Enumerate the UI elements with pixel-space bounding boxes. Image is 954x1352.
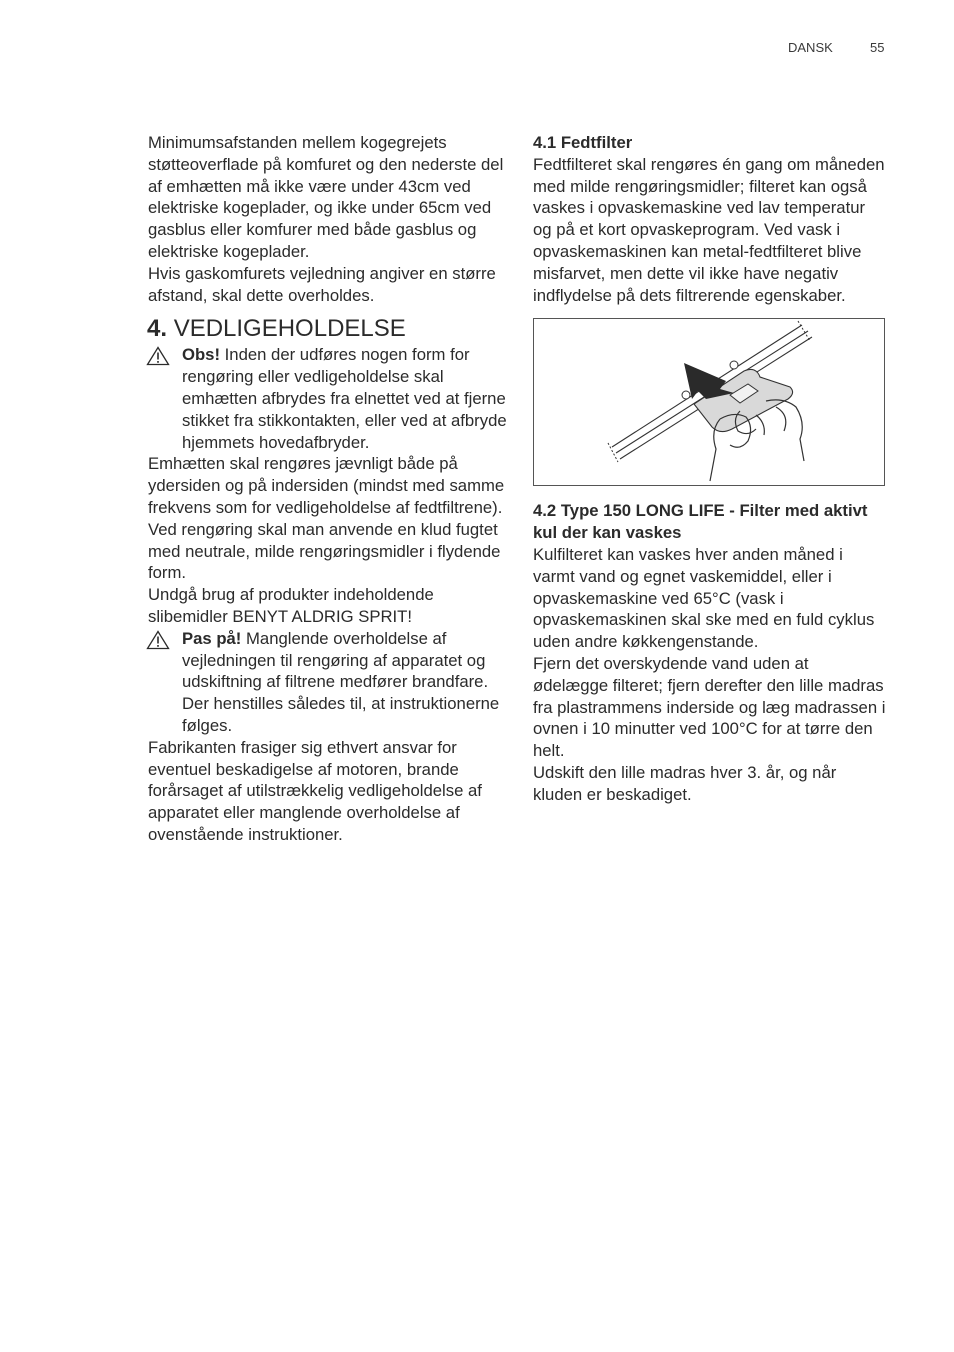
warning-text: Manglende overholdelse af vejledningen til rengøring af apparatet og udskiftning af filtrene medfører brandfare. Der henstilles således til, at instruktionerne følges.: [182, 628, 500, 735]
avoid-paragraph: Undgå brug af produkter indeholdende slibemidler BENYT ALDRIG SPRIT!: [148, 585, 434, 626]
header-language: DANSK: [788, 40, 833, 55]
subsection-title-4-1: 4.1 Fedtfilter: [533, 133, 633, 152]
warning-triangle-icon: [146, 346, 170, 366]
intro-paragraph-1: Minimumsafstanden mellem kogegrejets støtteoverflade på komfuret og den nederste del af emhætten må ikke være under 43cm ved elektriske kogeplader, og ikke under 65cm ved gasblus eller komfurer med både gasblus og elektriske kogeplader.: [148, 133, 504, 261]
warning-label: Obs!: [182, 345, 221, 365]
subsection-title-4-2: 4.2 Type 150 LONG LIFE - Filter med aktivt kul der kan vaskes: [533, 501, 868, 543]
grease-filter-figure: [533, 318, 885, 486]
right-column: [533, 132, 888, 806]
subsection-text-4-2-b: Fjern det overskydende vand uden at ødelægge filteret; fjern derefter den lille madras fra plastrammens inderside og læg madrassen i ovnen i 10 minutter ved 100°C for at tørre den helt.: [533, 653, 886, 761]
page-number: 55: [870, 40, 885, 55]
warning-pas-pa: [148, 628, 508, 737]
intro-paragraph-2: Hvis gaskomfurets vejledning angiver en større afstand, skal dette overholdes.: [148, 263, 496, 305]
cleaning-paragraph: Emhætten skal rengøres jævnligt både på ydersiden og på indersiden (mindst med samme frekvens som for vedligeholdelse af fedtfiltrene). Ved rengøring skal man anvende en klud fugtet med neutrale, milde rengøringsmidler i flydende form.: [148, 454, 505, 583]
subsection-text-4-2-a: Kulfilteret kan vaskes hver anden måned i varmt vand og egnet vaskemiddel, eller i opvaskemaskine ved 65°C (vask i opvaskemaskinen skal ske med en fuld cyklus uden andre køkkengenstande.: [533, 544, 875, 652]
grease-filter-removal-illustration: [534, 319, 884, 485]
warning-text: Inden der udføres nogen form for rengøring eller vedligeholdelse skal emhætten afbrydes fra elnettet ved at fjerne stikket fra stikkontakten, eller ved at afbryde hjemmets hovedafbryder.: [182, 345, 507, 452]
left-column: [148, 132, 508, 846]
warning-obs: [148, 344, 508, 453]
subsection-text-4-2-c: Udskift den lille madras hver 3. år, og når kluden er beskadiget.: [533, 762, 837, 804]
section-heading: [147, 314, 508, 344]
disclaimer-paragraph: Fabrikanten frasiger sig ethvert ansvar for eventuel beskadigelse af motoren, brande forårsaget af utilstrækkelig vedligeholdelse af apparatet eller manglende overholdelse af ovenstående instruktioner.: [148, 737, 482, 844]
section-number: 4.: [147, 315, 168, 343]
warning-triangle-icon: [146, 630, 170, 650]
section-title: VEDLIGEHOLDELSE: [173, 315, 406, 343]
subsection-text-4-1: Fedtfilteret skal rengøres én gang om måneden med milde rengøringsmidler; filteret kan også vaskes i opvaskemaskine ved lav temperatur og på et kort opvaskeprogram. Ved vask i opvaskemaskinen kan metal-fedtfilteret blive misfarvet, men dette vil ikke have negativ indflydelse på dets filtrerende egenskaber.: [533, 154, 885, 305]
warning-label: Pas på!: [182, 628, 242, 648]
